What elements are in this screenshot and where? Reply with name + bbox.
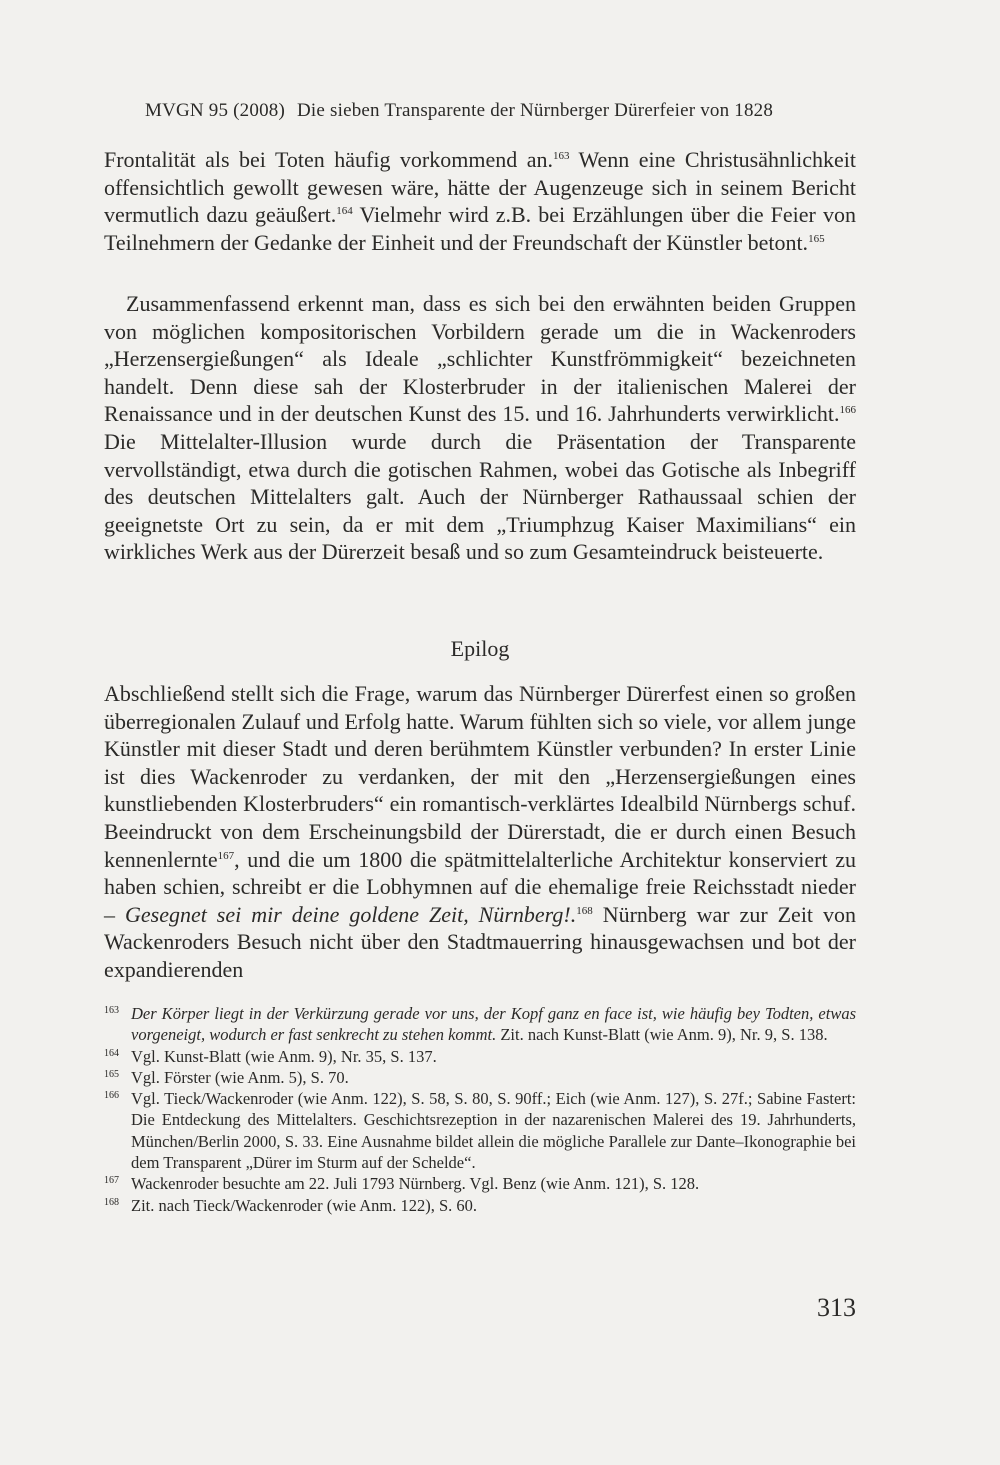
- section-heading: Epilog: [450, 636, 510, 661]
- journal-reference: MVGN 95 (2008): [145, 100, 286, 121]
- running-header: [145, 100, 773, 122]
- text-run: Wenn eine Christusähnlichkeit offensichtlich gewollt gewesen wäre, hätte der Augenzeuge sich in seinem Bericht vermutlich dazu geäußert.: [104, 147, 856, 228]
- paragraph-2-text: [104, 290, 856, 566]
- footnote-ref-166[interactable]: 166: [839, 404, 856, 417]
- footnote-ref-163[interactable]: 163: [552, 150, 570, 162]
- footnote-text: Zit. nach Tieck/Wackenroder (wie Anm. 122), S. 60.: [131, 1195, 478, 1215]
- paragraph-2: [104, 290, 856, 566]
- footnote-text: Vgl. Tieck/Wackenroder (wie Anm. 122), S. 58, S. 80, S. 90ff.; Eich (wie Anm. 127), S. 27f.; Sabine Fastert: Die Entdeckung des Mittelalters. Geschichtsrezeption in der nazarenischen Malerei des 19. Jahrhunderts, München/Berlin 2000, S. 33. Eine Ausnahme bildet allein die mögliche Parallele zur Dante–Ikonographie bei dem Transparent „Dürer im Sturm auf der Schelde“.: [131, 1089, 856, 1173]
- footnote: [104, 1046, 856, 1067]
- footnote: [104, 1195, 856, 1216]
- text-run: Nürnberg war zur Zeit von Wackenroders Besuch nicht über den Stadtmauerring hinausgewachsen und bot der expandierenden: [104, 901, 857, 982]
- footnote: [104, 1003, 856, 1046]
- page-number: 313: [817, 1293, 856, 1322]
- footnote-ref-165[interactable]: 165: [808, 232, 825, 245]
- footnote-ref-167[interactable]: 167: [217, 849, 235, 862]
- paragraph-1-text: [104, 146, 856, 256]
- footnote: [104, 1067, 856, 1088]
- footnote-number: 168: [104, 1196, 119, 1208]
- text-run: , und die um 1800 die spätmittelalterliche Architektur konserviert zu haben schien, schreibt er die Lobhymnen auf die ehemalige freie Reichsstadt nieder –: [104, 846, 856, 927]
- text-run: Die Mittelalter-Illusion wurde durch die Präsentation der Transparente vervollständigt, etwa durch die gotischen Rahmen, wobei das Gotische als Inbegriff des deutschen Mittelalters galt. Auch der Nürnberger Rathaussaal schien der geeignetste Ort zu sein, da er mit dem „Triumphzug Kaiser Maximilians“ ein wirkliches Werk aus der Dürerzeit besaß und so zum Gesamteindruck beisteuerte.: [104, 428, 856, 565]
- footnote: [104, 1173, 856, 1194]
- running-title: Die sieben Transparente der Nürnberger Dürerfeier von 1828: [297, 100, 774, 121]
- footnote-ref-168[interactable]: 168: [576, 904, 593, 917]
- text-run: Vielmehr wird z.B. bei Erzählungen über die Feier von Teilnehmern der Gedanke der Einheit und der Freundschaft der Künstler betont.: [104, 202, 856, 255]
- quotation: Gesegnet sei mir deine goldene Zeit, Nürnberg!.: [124, 901, 577, 927]
- footnote-number: 163: [104, 1005, 119, 1016]
- footnote-text: Vgl. Kunst-Blatt (wie Anm. 9), Nr. 35, S. 137.: [131, 1046, 437, 1066]
- paragraph-1: [104, 146, 856, 256]
- footnote: [104, 1088, 856, 1173]
- footnote-number: 164: [104, 1047, 119, 1059]
- footnote-number: 165: [104, 1068, 119, 1080]
- footnote-text: Vgl. Förster (wie Anm. 5), S. 70.: [131, 1067, 349, 1087]
- text-run: Zusammenfassend erkennt man, dass es sich bei den erwähnten beiden Gruppen von möglichen kompositorischen Vorbildern gerade um die in Wackenroders „Herzensergießungen“ als Ideale „schlichter Kunstfrömmigkeit“ bezeichneten handelt. Denn diese sah der Klosterbruder in der italienischen Malerei der Renaissance und in der deutschen Kunst des 15. und 16. Jahrhunderts verwirklicht.: [104, 291, 856, 427]
- footnote-text: Wackenroder besuchte am 22. Juli 1793 Nürnberg. Vgl. Benz (wie Anm. 121), S. 128.: [131, 1174, 700, 1194]
- text-run: Frontalität als bei Toten häufig vorkommend an.: [104, 147, 553, 172]
- footnote-text: Zit. nach Kunst-Blatt (wie Anm. 9), Nr. 9, S. 138.: [496, 1025, 828, 1045]
- footnote-number: 167: [104, 1175, 119, 1187]
- text-run: Abschließend stellt sich die Frage, warum das Nürnberger Dürerfest einen so großen überregionalen Zulauf und Erfolg hatte. Warum fühlten sich so viele, vor allem junge Künstler mit dieser Stadt und deren berühmtem Künstler verbunden? In erster Linie ist dies Wackenroder zu verdanken, der mit den „Herzensergießungen eines kunstliebenden Klosterbruders“ ein romantisch-verklärtes Idealbild Nürnbergs schuf. Beeindruckt von dem Erscheinungsbild der Dürerstadt, die er durch einen Besuch kennenlernte: [104, 681, 856, 872]
- footnote-ref-164[interactable]: 164: [336, 205, 353, 218]
- paragraph-3-text: [104, 680, 856, 984]
- footnotes: [104, 1003, 856, 1216]
- footnote-quote: Der Körper liegt in der Verkürzung gerade vor uns, der Kopf ganz en face ist, wie häufig bey Todten, etwas vorgeneigt, wodurch er fast senkrecht zu stehen kommt.: [131, 1004, 856, 1045]
- paragraph-3: [104, 680, 856, 984]
- footnote-number: 166: [104, 1090, 119, 1102]
